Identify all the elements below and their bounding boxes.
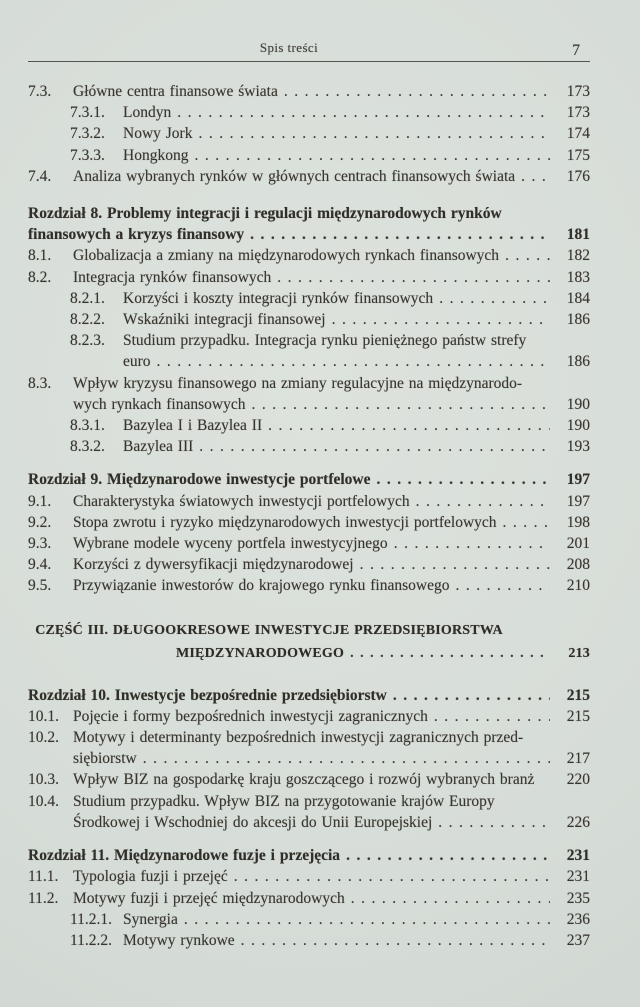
toc-entry-title: Synergia bbox=[123, 910, 178, 928]
toc-entry-row bbox=[28, 791, 590, 812]
toc-chapter-row bbox=[28, 203, 590, 224]
toc-entry-row bbox=[28, 491, 590, 512]
dot-leader bbox=[371, 469, 551, 490]
toc-entry-title: Wpływ BIZ na gospodarkę kraju goszczącego i rozwój wybranych branż bbox=[73, 771, 535, 789]
toc-page-number: 215 bbox=[566, 707, 590, 725]
toc-entry-number: 9.4. bbox=[28, 556, 52, 574]
toc-entry-number: 8.2.2. bbox=[70, 311, 105, 329]
toc-entry-number: 8.2.3. bbox=[70, 332, 105, 350]
dot-leader bbox=[433, 288, 550, 309]
toc-entry-row bbox=[28, 373, 590, 394]
toc-group bbox=[28, 619, 590, 665]
dot-leader bbox=[245, 394, 550, 415]
toc-group bbox=[28, 81, 590, 187]
dot-leader bbox=[171, 102, 550, 123]
toc-entry-row bbox=[28, 166, 590, 187]
toc-entry-number: 11.2. bbox=[28, 889, 59, 907]
toc-entry-title: Rozdział 10. Inwestycje bezpośrednie przedsiębiorstw bbox=[28, 686, 387, 704]
toc-entry-title: Analiza wybranych rynków w głównych centrach finansowych świata bbox=[73, 167, 516, 185]
toc-entry-row bbox=[28, 769, 590, 790]
toc-page-number: 201 bbox=[566, 535, 590, 553]
toc-entry-row bbox=[28, 888, 590, 909]
toc-entry-row bbox=[28, 288, 590, 309]
toc-page-number: 237 bbox=[566, 931, 590, 949]
toc-page-number: 208 bbox=[566, 556, 590, 574]
toc-page-number: 181 bbox=[566, 226, 590, 244]
toc-page-number: 210 bbox=[566, 577, 590, 595]
toc-page-number: 197 bbox=[566, 492, 590, 510]
toc-entry-row bbox=[28, 102, 590, 123]
toc-entry-title: Przywiązanie inwestorów do krajowego rynku finansowego bbox=[73, 577, 450, 595]
toc-page-number: 182 bbox=[566, 247, 590, 265]
toc-entry-title: Rozdział 11. Międzynarodowe fuzje i przejęcia bbox=[28, 847, 341, 865]
toc-entry-title: Globalizacja a zmiany na międzynarodowych rynkach finansowych bbox=[73, 247, 500, 265]
dot-leader bbox=[340, 845, 550, 866]
toc-entry-number: 9.1. bbox=[28, 492, 52, 510]
toc-entry-title: Wybrane modele wyceny portfela inwestycyjnego bbox=[73, 535, 388, 553]
toc-page-number: 231 bbox=[566, 847, 590, 865]
toc-entry-title: Korzyści z dywersyfikacji międzynarodowej bbox=[73, 556, 354, 574]
toc-entry-title: Motywy fuzji i przejęć międzynarodowych bbox=[73, 889, 345, 907]
toc-entry-title: Wpływ kryzysu finansowego na zmiany regulacyjne na międzynarodo- bbox=[73, 374, 523, 392]
toc-page-number: 193 bbox=[566, 438, 590, 456]
toc-page-number: 197 bbox=[566, 471, 590, 489]
toc-entry-title: MIĘDZYNARODOWEGO bbox=[176, 645, 345, 661]
dot-leader bbox=[449, 575, 550, 596]
toc-entry-number: 9.2. bbox=[28, 513, 52, 531]
toc-entry-row bbox=[28, 812, 590, 833]
toc-entry-title: Londyn bbox=[123, 104, 172, 122]
dot-leader bbox=[387, 685, 550, 706]
toc-entry-number: 10.1. bbox=[28, 707, 59, 725]
toc-page-number: 173 bbox=[566, 104, 590, 122]
toc-entry-number: 7.3.2. bbox=[70, 125, 105, 143]
dot-leader bbox=[188, 145, 550, 166]
dot-leader bbox=[193, 436, 550, 457]
page-number: 7 bbox=[572, 42, 580, 59]
toc-entry-title: wych rynkach finansowych bbox=[73, 395, 246, 413]
toc-entry-number: 10.2. bbox=[28, 729, 59, 747]
toc-entry-row bbox=[28, 145, 590, 166]
page-header bbox=[28, 40, 590, 62]
toc-entry-title: Motywy rynkowe bbox=[123, 931, 235, 949]
toc-part-row bbox=[28, 642, 590, 665]
toc-entry-title: Wskaźniki integracji finansowej bbox=[123, 311, 326, 329]
toc-entry-row bbox=[28, 123, 590, 144]
toc-part-row bbox=[28, 619, 590, 642]
toc-page-number: 217 bbox=[566, 750, 590, 768]
toc-entry-number: 8.2. bbox=[28, 268, 52, 286]
toc-entry-row bbox=[28, 330, 590, 351]
toc-entry-number: 8.1. bbox=[28, 247, 52, 265]
toc-entry-title: Rozdział 8. Problemy integracji i regulacji międzynarodowych rynków bbox=[28, 205, 502, 223]
toc-entry-row bbox=[28, 415, 590, 436]
toc-entry-row bbox=[28, 866, 590, 887]
toc-entry-title: Nowy Jork bbox=[123, 125, 193, 143]
toc-entry-title: euro bbox=[123, 353, 151, 371]
toc-entry-number: 8.3.1. bbox=[70, 417, 105, 435]
toc-group bbox=[28, 685, 590, 833]
toc-group bbox=[28, 203, 590, 457]
toc-entry-title: Studium przypadku. Integracja rynku pieniężnego państw strefy bbox=[123, 332, 527, 350]
toc-entry-title: Pojęcie i formy bezpośrednich inwestycji zagranicznych bbox=[73, 707, 428, 725]
toc-entry-title: Korzyści i koszty integracji rynków finansowych bbox=[123, 289, 434, 307]
toc-page-number: 186 bbox=[566, 353, 590, 371]
toc-page-number: 220 bbox=[566, 771, 590, 789]
toc-page-number: 183 bbox=[566, 268, 590, 286]
toc-entry-title: siębiorstw bbox=[73, 750, 137, 768]
dot-leader bbox=[244, 224, 550, 245]
toc-page-number: 226 bbox=[566, 813, 590, 831]
toc-entry-row bbox=[28, 394, 590, 415]
dot-leader bbox=[178, 909, 550, 930]
running-title: Spis treści bbox=[259, 40, 319, 55]
toc-entry-row bbox=[28, 309, 590, 330]
toc-entry-title: Typologia fuzji i przejęć bbox=[73, 868, 228, 886]
toc-entry-number: 8.2.1. bbox=[70, 289, 105, 307]
toc-page-number: 231 bbox=[566, 868, 590, 886]
toc-entry-number: 7.3.1. bbox=[70, 104, 105, 122]
toc-group bbox=[28, 469, 590, 596]
dot-leader bbox=[432, 812, 550, 833]
dot-leader bbox=[262, 415, 550, 436]
toc-page-number: 175 bbox=[566, 146, 590, 164]
table-of-contents bbox=[28, 81, 590, 951]
toc-entry-row bbox=[28, 245, 590, 266]
dot-leader bbox=[388, 533, 550, 554]
dot-leader bbox=[515, 166, 550, 187]
toc-entry-number: 11.2.2. bbox=[70, 931, 113, 949]
toc-entry-number: 11.2.1. bbox=[70, 910, 113, 928]
toc-entry-row bbox=[28, 533, 590, 554]
toc-entry-title: Rozdział 9. Międzynarodowe inwestycje portfelowe bbox=[28, 471, 371, 489]
toc-entry-title: Hongkong bbox=[123, 146, 189, 164]
toc-page-number: 213 bbox=[568, 645, 590, 661]
dot-leader bbox=[345, 888, 550, 909]
toc-entry-number: 10.3. bbox=[28, 771, 59, 789]
toc-entry-row bbox=[28, 512, 590, 533]
dot-leader bbox=[192, 123, 550, 144]
toc-entry-number: 7.4. bbox=[28, 167, 52, 185]
toc-entry-title: Stopa zwrotu i ryzyko międzynarodowych inwestycji portfelowych bbox=[73, 513, 497, 531]
toc-entry-row bbox=[28, 575, 590, 596]
dot-leader bbox=[428, 706, 550, 727]
toc-page-number: 176 bbox=[566, 167, 590, 185]
toc-chapter-row bbox=[28, 469, 590, 490]
dot-leader bbox=[151, 351, 550, 372]
toc-entry-row bbox=[28, 436, 590, 457]
toc-entry-number: 10.4. bbox=[28, 792, 59, 810]
dot-leader bbox=[137, 748, 550, 769]
dot-leader bbox=[228, 866, 550, 887]
toc-entry-row bbox=[28, 706, 590, 727]
toc-entry-number: 8.3.2. bbox=[70, 438, 105, 456]
toc-entry-row bbox=[28, 267, 590, 288]
toc-entry-row bbox=[28, 554, 590, 575]
toc-page-number: 215 bbox=[566, 686, 590, 704]
toc-entry-number: 7.3. bbox=[28, 83, 52, 100]
toc-chapter-row bbox=[28, 224, 590, 245]
toc-page-number: 198 bbox=[566, 513, 590, 531]
toc-page-number: 186 bbox=[566, 311, 590, 329]
toc-chapter-row bbox=[28, 845, 590, 866]
toc-entry-number: 9.3. bbox=[28, 535, 52, 553]
toc-entry-row bbox=[28, 909, 590, 930]
toc-page-number: 190 bbox=[566, 395, 590, 413]
toc-entry-title: Bazylea III bbox=[123, 438, 194, 456]
toc-entry-title: Bazylea I i Bazylea II bbox=[123, 417, 263, 435]
toc-entry-number: 9.5. bbox=[28, 577, 52, 595]
dot-leader bbox=[235, 930, 550, 951]
toc-entry-title: CZĘŚĆ III. DŁUGOOKRESOWE INWESTYCJE PRZEDSIĘBIORSTWA bbox=[35, 622, 503, 638]
toc-entry-title: Motywy i determinanty bezpośrednich inwestycji zagranicznych przed- bbox=[73, 729, 524, 747]
toc-page-number: 173 bbox=[566, 83, 590, 100]
toc-entry-row bbox=[28, 930, 590, 951]
toc-entry-title: Studium przypadku. Wpływ BIZ na przygotowanie krajów Europy bbox=[73, 792, 495, 810]
toc-group bbox=[28, 845, 590, 951]
dot-leader bbox=[410, 491, 550, 512]
toc-entry-title: Charakterystyka światowych inwestycji portfelowych bbox=[73, 492, 410, 510]
dot-leader bbox=[326, 309, 550, 330]
toc-entry-row bbox=[28, 81, 590, 102]
dot-leader bbox=[354, 554, 550, 575]
toc-entry-number: 11.1. bbox=[28, 868, 59, 886]
toc-page-number: 184 bbox=[566, 289, 590, 307]
toc-page-number: 235 bbox=[566, 889, 590, 907]
toc-entry-title: Główne centra finansowe świata bbox=[73, 83, 278, 100]
toc-chapter-row bbox=[28, 685, 590, 706]
toc-entry-title: Środkowej i Wschodniej do akcesji do Unii Europejskiej bbox=[73, 813, 433, 831]
toc-entry-row bbox=[28, 748, 590, 769]
toc-page-number: 190 bbox=[566, 417, 590, 435]
dot-leader bbox=[278, 81, 550, 102]
toc-entry-number: 8.3. bbox=[28, 374, 52, 392]
toc-page-number: 174 bbox=[566, 125, 590, 143]
dot-leader bbox=[271, 267, 550, 288]
dot-leader bbox=[497, 512, 550, 533]
dot-leader bbox=[499, 245, 550, 266]
toc-entry-row bbox=[28, 727, 590, 748]
dot-leader bbox=[344, 642, 550, 665]
toc-entry-title: finansowych a kryzys finansowy bbox=[28, 226, 245, 244]
toc-entry-title: Integracja rynków finansowych bbox=[73, 268, 272, 286]
toc-page-number: 236 bbox=[566, 910, 590, 928]
toc-entry-row bbox=[28, 351, 590, 372]
toc-entry-number: 7.3.3. bbox=[70, 146, 105, 164]
